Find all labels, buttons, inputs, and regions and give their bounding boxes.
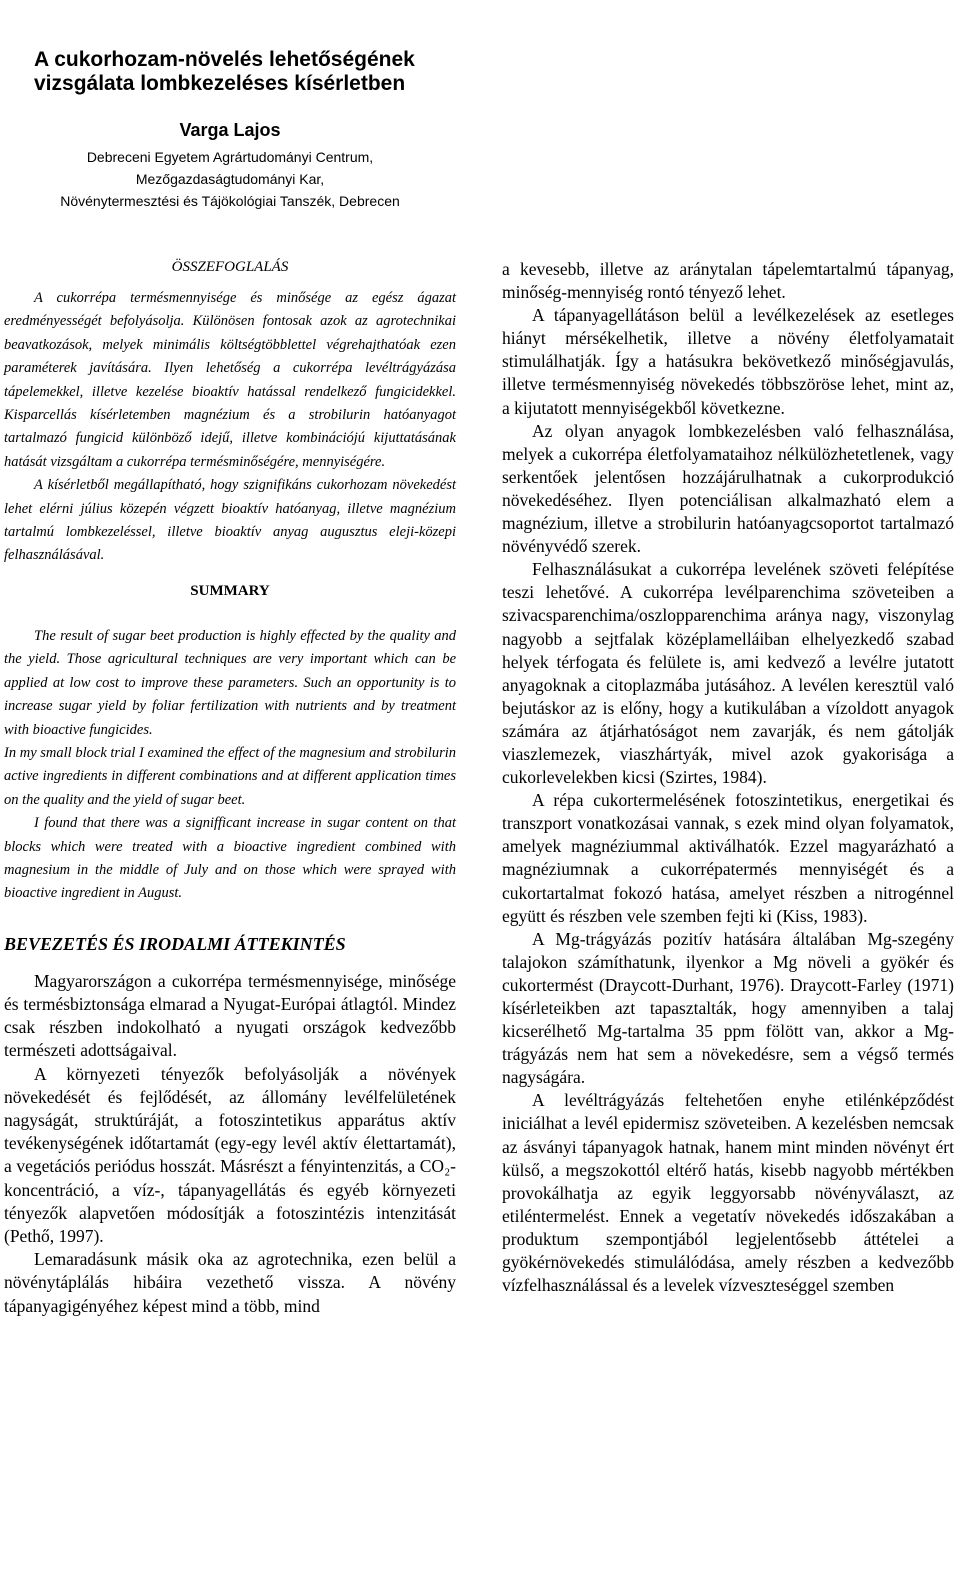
body-paragraph: A levéltrágyázás feltehetően enyhe etilénképződést iniciálhat a levél epidermisz szöveteiben. A kezelésben nemcsak az ásványi tápanyagok hatnak, hanem mint minden növényt ért külső, a megszokottól eltérő hatás, kisebb nagyobb mértékben provokálhatja az egyik leggyorsabb növényválaszt, az etiléntermelést. Ennek a vegetatív növekedés időszakában a produktum szempontjából legjelentősebb áttételei a gyökérnövekedés stimulálódása, amely részben a kedvezőbb vízfelhasználással és a levelek vízveszteséggel szemben [502, 1090, 954, 1296]
abstract-paragraph: A kísérletből megállapítható, hogy szignifikáns cukorhozam növekedést lehet elérni július közepén végzett bioaktív hatóanyag, illetve magnézium tartalmú lombkezeléssel, illetve bioaktív anyag augusztus eleji-közepi felhasználásával. [4, 477, 456, 564]
body-paragraph: A Mg-trágyázás pozitív hatására általában Mg-szegény talajokon számíthatunk, ilyenkor a Mg növeli a gyökér és cukortermést (Draycott-Durhant, 1976). Draycott-Farley (1971) kísérleteikben azt tapasztalták, hogy amennyiben a talaj kicserélhető Mg-tartalma 35 ppm fölött van, akkor a Mg-trágyázás nem hat sem a növekedésre, sem a végső termés nagyságára. [502, 928, 954, 1088]
body-paragraph: a kevesebb, illetve az aránytalan tápelemtartalmú tápanyag, minőség-mennyiség rontó tényező lehet. [502, 259, 954, 303]
abstract-paragraph: A cukorrépa termésmennyisége és minősége az egész ágazat eredményességét befolyásolja. Különösen fontosak azok az agrotechnikai beavatkozások, melyek minimális költségtöbblettel végrehajthatóak ezen paraméterek javítására. Ilyen lehetőség a cukorrépa levéltrágyázása tápelemekkel, illetve kezelése bioaktív hatással rendelkező fungicidekkel. Kisparcellás kísérletemben magnézium és a strobilurin hatóanyagot tartalmazó fungicid különböző idejű, illetve kombinációjú kijuttatásának hatását vizsgáltam a cukorrépa termésminőségére, mennyiségére. [4, 290, 456, 470]
affiliation-line: Debreceni Egyetem Agrártudományi Centrum, [86, 149, 374, 165]
paper-title: A cukorhozam-növelés lehetőségének vizsgálata lombkezeléses kísérletben [34, 48, 415, 95]
affiliation [0, 146, 460, 212]
summary-paragraph: In my small block trial I examined the effect of the magnesium and strobilurin active ingredients in different combinations and at different application times on the quality and the yield of sugar beet. [4, 744, 456, 808]
summary-heading: SUMMARY [190, 582, 270, 599]
body-paragraph: A répa cukortermelésének fotoszintetikus, energetikai és transzport vonatkozásai vannak, s ezek mind olyan folyamatok, amelyek magnéziummal aktiválhatók. Ezzel magyarázható a magnéziumnak a cukorrépatermés mennyiségét és a cukortartalmat fokozó hatása, amelyet részben a nitrogénnel együtt és részben vele szemben fejti ki (Kiss, 1983). [502, 790, 954, 926]
affiliation-line: Növénytermesztési és Tájökológiai Tanszék, Debrecen [60, 193, 400, 209]
body-paragraph: Az olyan anyagok lombkezelésben való felhasználása, melyek a cukorrépa életfolyamataihoz nélkülözhetetlenek, vagy serkentőek jelentősen hozzájárulhatnak a cukorprodukció növekedéséhez. Ilyen potenciálisan alkalmazható elem a magnézium, illetve a strobilurin hatóanyagcsoportot tartalmazó növényvédő szerek. [502, 420, 954, 557]
right-column [502, 258, 954, 1297]
left-column [4, 256, 456, 1318]
section-heading: BEVEZETÉS ÉS IRODALMI ÁTTEKINTÉS [4, 933, 346, 954]
body-paragraph: A tápanyagellátáson belül a levélkezelések az esetleges hiányt mérsékelhetik, illetve a növény életfolyamatait stimulálhatják. Így a hatásukra bekövetkező minőségjavulás, illetve termésmennyiség növekedés többszöröse lehet, mint az, a kijutatott mennyiségekből következne. [502, 305, 954, 418]
affiliation-line: Mezőgazdaságtudományi Kar, [135, 171, 325, 187]
author-name: Varga Lajos [179, 120, 281, 140]
body-paragraph: Lemaradásunk másik oka az agrotechnika, ezen belül a növénytáplálás hibáira vezethető vissza. A növény tápanyagigényéhez képest mind a több, mind [4, 1249, 456, 1316]
summary-paragraph: I found that there was a signifficant increase in sugar content on that blocks which were treated with a bioactive ingredient combined with magnesium in the middle of July and on those which were sprayed with bioactive ingredient in August. [4, 815, 456, 902]
body-paragraph: Felhasználásukat a cukorrépa levelének szöveti felépítése teszi lehetővé. A cukorrépa levélparenchima szöveteiben a szivacsparenchima/oszlopparenchima aránya nagy, viszonylag nagyobb a sejtfalak középlamelláiban elhelyezkedő szabad helyek térfogata és felülete is, ami kedvező a levélre jutatott anyagoknak a citoplazmába jutásához. A levélen keresztül való bejutáskor az is előny, hogy a kutikulában a vízoldott anyagok számára az átjárhatóságot nem zavarják, és nem gátolják viaszlemezek, viaszhártyák, mivel azok gyakorisága a cukorlevelekben kicsi (Szirtes, 1984). [502, 559, 954, 788]
summary-paragraph: The result of sugar beet production is highly effected by the quality and the yield. Those agricultural techniques are very important which can be applied at low cost to improve these parameters. Such an opportunity is to increase sugar yield by foliar fertilization with nutrients and by treatment with bioactive fungicides. [4, 627, 456, 738]
abstract-heading: ÖSSZEFOGLALÁS [171, 259, 289, 275]
body-paragraph: Magyarországon a cukorrépa termésmennyisége, minősége és termésbiztonsága elmarad a Nyugat-Európai átlagtól. Mindez csak részben indokolható a nyugati országok kedvezőbb természeti adottságaival. [4, 970, 456, 1061]
body-paragraph: A környezeti tényezők befolyásolják a növények növekedését és fejlődését, az állomány levélfelületének nagyságát, struktúráját, a fotoszintetikus apparátus aktív tevékenységének időtartamát (egy-egy levél aktív élettartamát), a vegetációs periódus hosszát. Másrészt a fényintenzitás, a CO₂-koncentráció, a víz-, tápanyagellátás és egyéb környezeti tényezők alapvetően módosítják a fotoszintézis intenzitását (Pethő, 1997). [4, 1063, 456, 1246]
